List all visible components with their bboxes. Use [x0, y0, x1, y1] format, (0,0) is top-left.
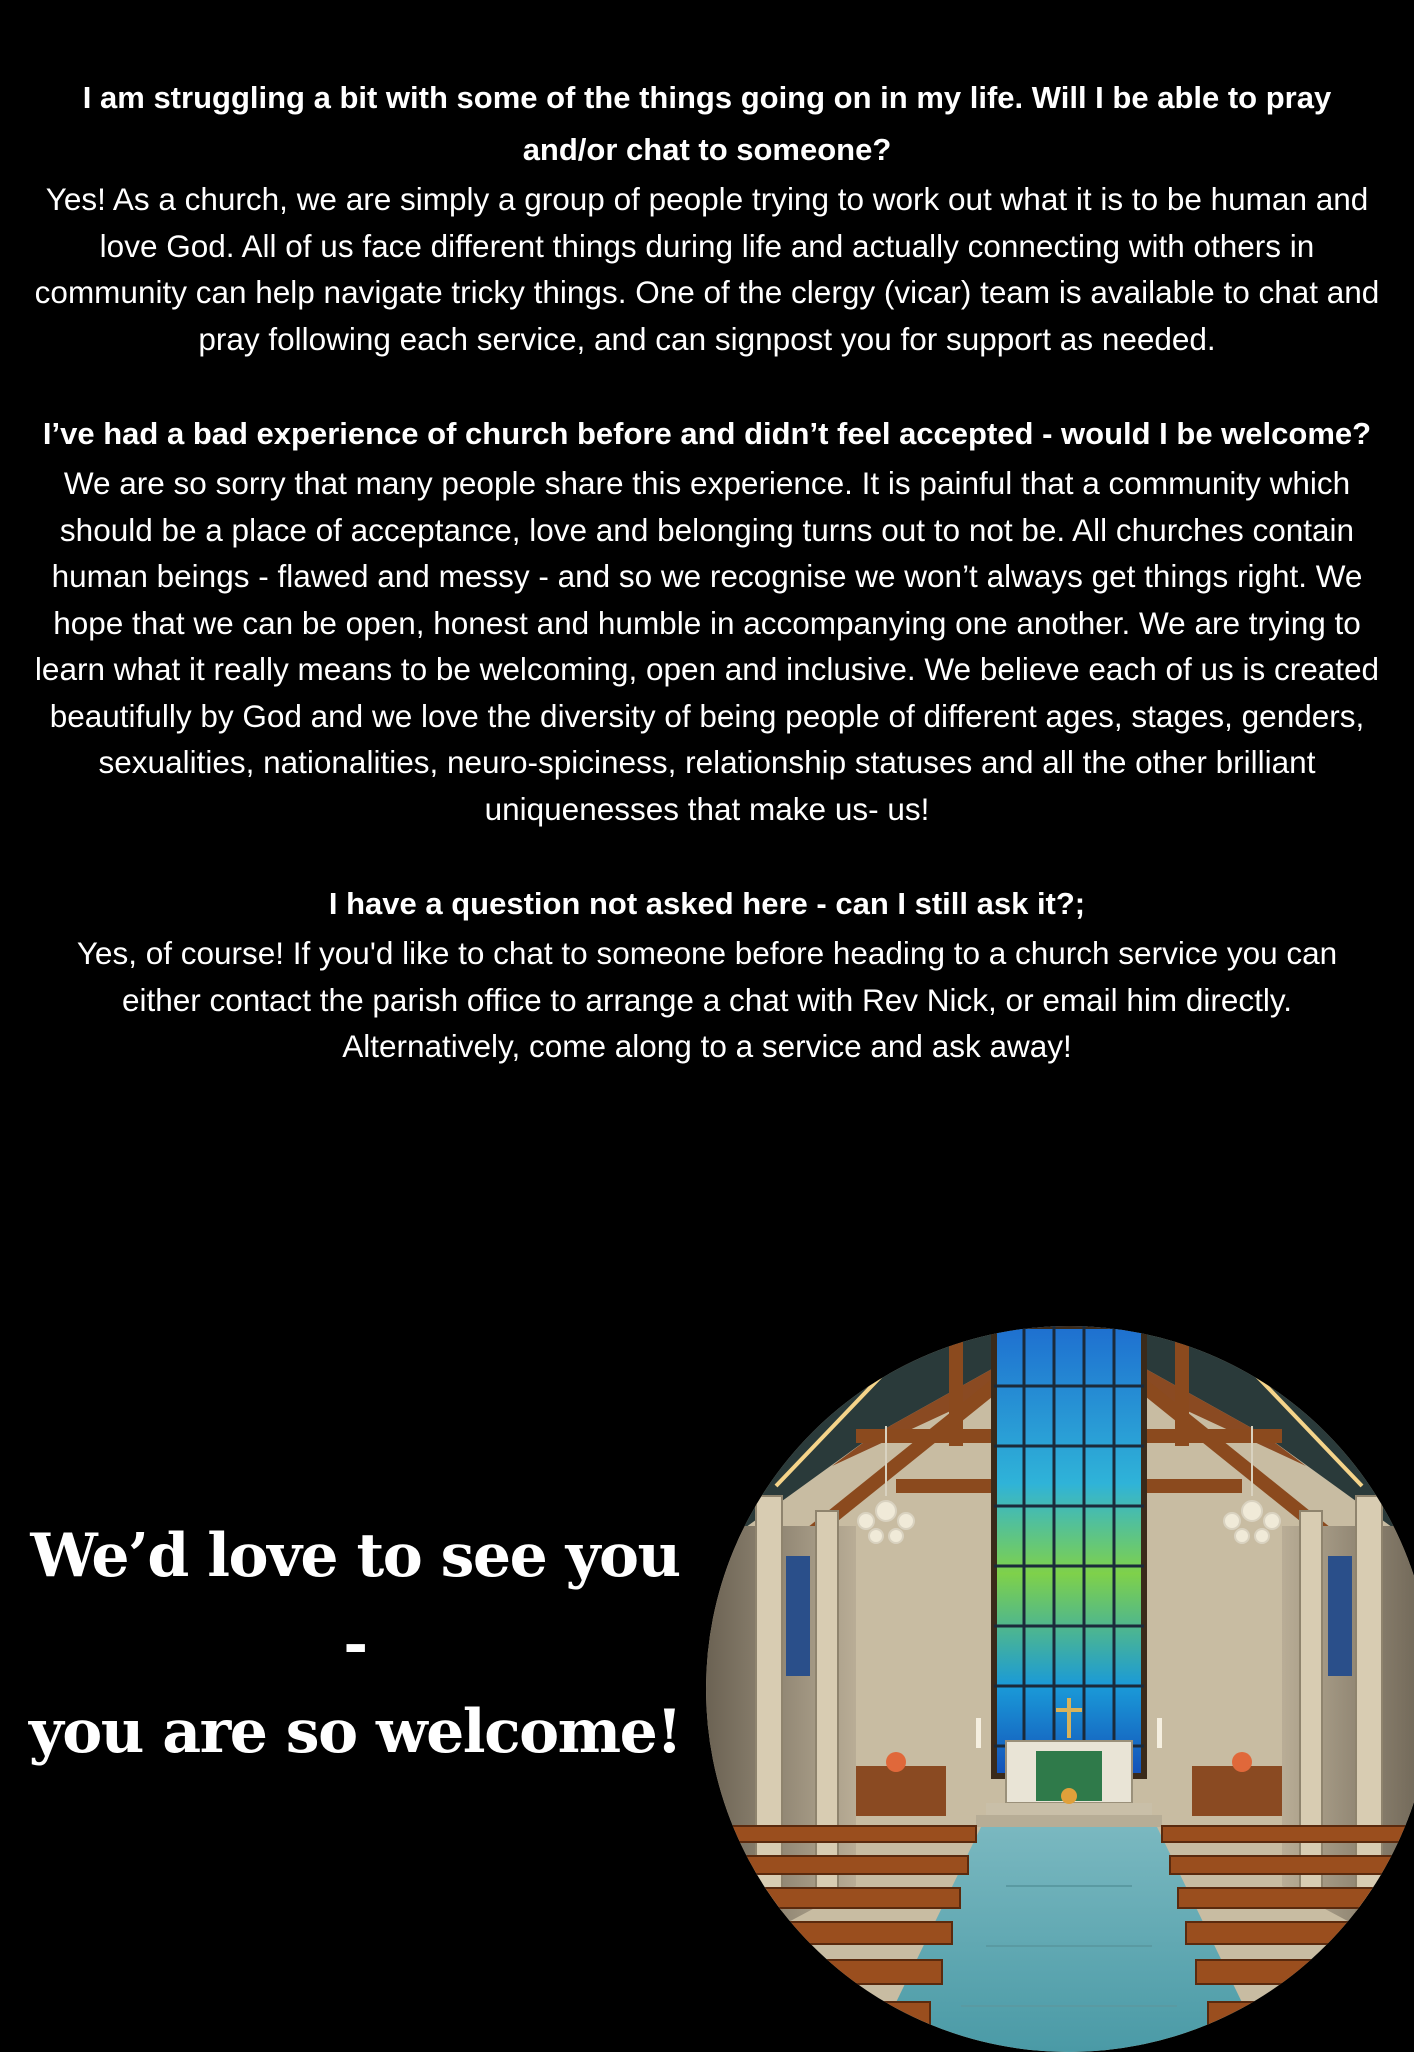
faq-question: I’ve had a bad experience of church before and didn’t feel accepted - would I be welcome?	[42, 416, 1372, 451]
welcome-line-1: We’d love to see you -	[30, 1521, 680, 1679]
faq-item	[34, 72, 1380, 362]
faq-answer: We are so sorry that many people share this experience. It is painful that a community which should be a place of acceptance, love and belonging turns out to not be. All churches contain human beings - flawed and messy - and so we recognise we won’t always get things right. We hope that we can be open, honest and humble in accompanying one another. We are trying to learn what it really means to be welcoming, open and inclusive. We believe each of us is created beautifully by God and we love the diversity of being people of different ages, stages, genders, sexualities, nationalities, neuro-spiciness, relationship statuses and all the other brilliant uniquenesses that make us- us!	[34, 465, 1380, 827]
faq-question: I have a question not asked here - can I still ask it?;	[328, 886, 1086, 921]
faq-answer: Yes, of course! If you'd like to chat to someone before heading to a church service you can either contact the parish office to arrange a chat with Rev Nick, or email him directly. Alternatively, come along to a service and ask away!	[76, 935, 1338, 1064]
faq-answer: Yes! As a church, we are simply a group of people trying to work out what it is to be human and love God. All of us face different things during life and actually connecting with others in community can help navigate tricky things. One of the clergy (vicar) team is available to chat and pray following each service, and can signpost you for support as needed.	[34, 181, 1380, 357]
faq-section	[34, 72, 1380, 1116]
faq-item	[34, 878, 1380, 1070]
faq-item	[34, 408, 1380, 832]
welcome-line-2: you are so welcome!	[28, 1697, 682, 1767]
welcome-heading	[20, 1512, 690, 1776]
church-interior-photo	[706, 1326, 1414, 2052]
faq-question: I am struggling a bit with some of the things going on in my life. Will I be able to pray and/or chat to someone?	[82, 80, 1332, 167]
